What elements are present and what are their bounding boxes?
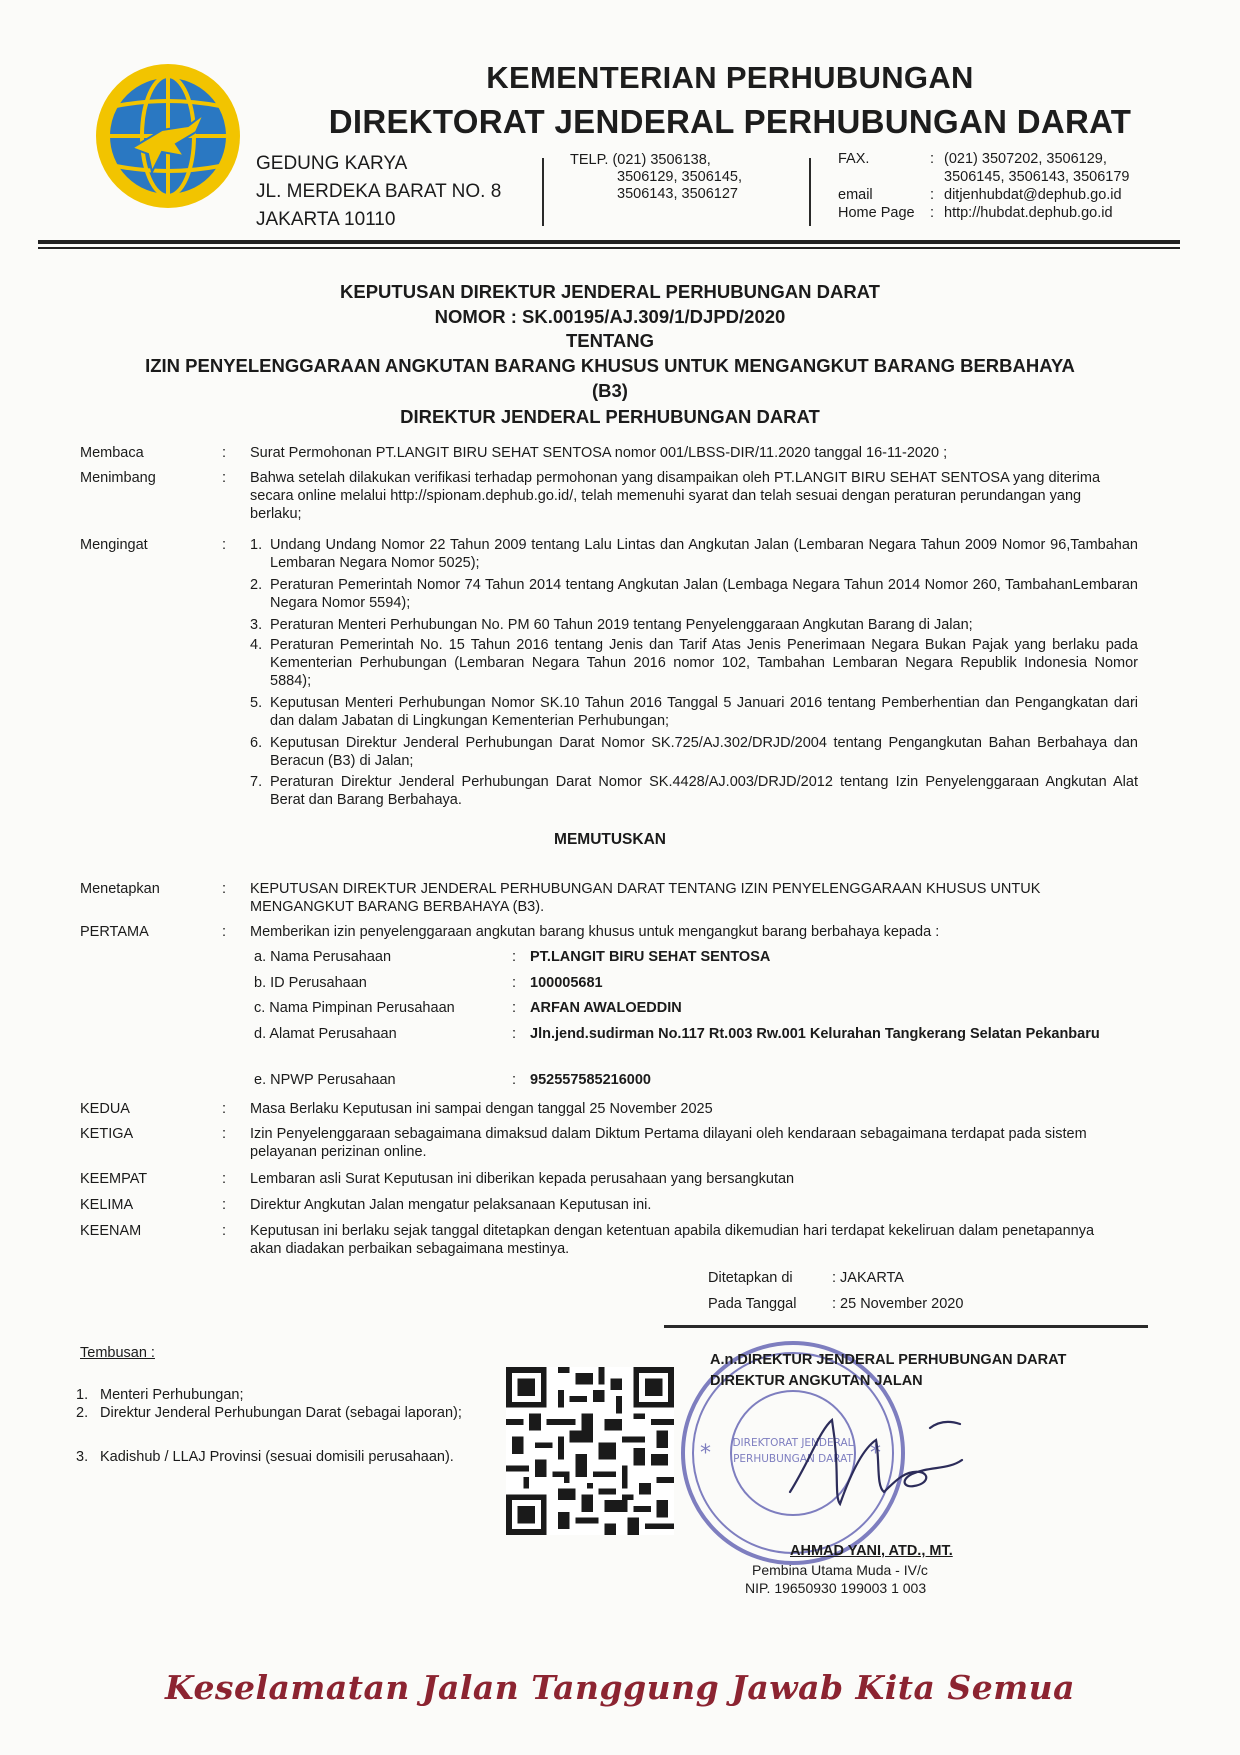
- colon: :: [930, 151, 935, 167]
- signatory-nip: NIP. 19650930 199003 1 003: [745, 1580, 927, 1596]
- tembusan-number: 3.: [76, 1449, 89, 1465]
- motto: Keselamatan Jalan Tanggung Jawab Kita Semua: [164, 1668, 1076, 1707]
- svg-text:*: *: [870, 1441, 881, 1466]
- signatory-title: A.n.DIREKTUR JENDERAL PERHUBUNGAN DARAT: [710, 1352, 1067, 1368]
- company-leader-value: ARFAN AWALOEDDIN: [530, 1000, 682, 1016]
- letterhead-rule-thin: [38, 247, 1180, 249]
- company-npwp-label: e. NPWP Perusahaan: [254, 1072, 396, 1088]
- colon: :: [222, 1171, 227, 1187]
- mengingat-label: Mengingat: [80, 537, 148, 553]
- decree-issuer: DIREKTUR JENDERAL PERHUBUNGAN DARAT: [400, 406, 820, 427]
- colon: :: [512, 949, 517, 965]
- colon: :: [222, 537, 227, 553]
- decree-about: TENTANG: [565, 330, 655, 351]
- mengingat-item-number: 3.: [250, 617, 263, 633]
- fax-label: FAX.: [838, 151, 870, 167]
- colon: :: [930, 187, 935, 203]
- telephone-block: [570, 152, 742, 203]
- address-block: [256, 150, 501, 234]
- address-line: GEDUNG KARYA: [256, 153, 408, 174]
- kedua-text: Masa Berlaku Keputusan ini sampai dengan tanggal 25 November 2025: [250, 1101, 713, 1117]
- date-label: Pada Tanggal: [708, 1296, 797, 1312]
- mengingat-item-text: Peraturan Direktur Jenderal Perhubungan Darat Nomor SK.4428/AJ.003/DRJD/2012 tentang Izin Penyelenggaraan Angkutan Alat Berat dan Barang Berbahaya.: [270, 774, 1138, 808]
- menimbang-label: Menimbang: [80, 470, 156, 486]
- memutuskan-heading: MEMUTUSKAN: [554, 831, 666, 848]
- mengingat-item-number: 2.: [250, 577, 263, 593]
- ketiga-label: KETIGA: [80, 1126, 134, 1142]
- address-line: JL. MERDEKA BARAT NO. 8: [256, 181, 502, 202]
- handwritten-signature-icon: [780, 1400, 970, 1520]
- company-address-value: Jln.jend.sudirman No.117 Rt.003 Rw.001 Kelurahan Tangkerang Selatan Pekanbaru: [530, 1026, 1100, 1042]
- colon: :: [222, 470, 227, 486]
- tembusan-number: 2.: [76, 1405, 89, 1421]
- directorate-name: DIREKTORAT JENDERAL PERHUBUNGAN DARAT: [328, 103, 1132, 140]
- pertama-text: Memberikan izin penyelenggaraan angkutan barang khusus untuk mengangkut barang berbahaya kepada :: [250, 924, 940, 940]
- menetapkan-text: KEPUTUSAN DIREKTUR JENDERAL PERHUBUNGAN DARAT TENTANG IZIN PENYELENGGARAAN KHUSUS UNTUK MENGANGKUT BARANG BERBAHAYA (B3).: [250, 881, 1041, 915]
- kelima-label: KELIMA: [80, 1197, 134, 1213]
- colon: :: [512, 1026, 517, 1042]
- place-label: Ditetapkan di: [708, 1270, 793, 1286]
- date-value: : 25 November 2020: [832, 1296, 964, 1312]
- telephone-line: 3506143, 3506127: [617, 186, 738, 202]
- tembusan-item: Kadishub / LLAJ Provinsi (sesuai domisili perusahaan).: [100, 1449, 454, 1465]
- colon: :: [222, 1126, 227, 1142]
- mengingat-item-number: 5.: [250, 695, 263, 711]
- membaca-label: Membaca: [80, 445, 144, 461]
- tembusan-item: Menteri Perhubungan;: [100, 1387, 244, 1403]
- svg-text:*: *: [700, 1441, 711, 1466]
- homepage-label: Home Page: [838, 205, 915, 221]
- place-value: : JAKARTA: [832, 1270, 904, 1286]
- mengingat-item-text: Peraturan Pemerintah Nomor 74 Tahun 2014 tentang Angkutan Jalan (Lembaga Negara Tahun 2014 Nomor 260, TambahanLembaran Negara Nomor 5594);: [270, 577, 1138, 611]
- keenam-text: Keputusan ini berlaku sejak tanggal ditetapkan dengan ketentuan apabila dikemudian hari terdapat kekeliruan dalam penetapannya akan diadakan perbaikan sebagaimana mestinya.: [250, 1223, 1095, 1257]
- tembusan-item: Direktur Jenderal Perhubungan Darat (sebagai laporan);: [100, 1405, 462, 1421]
- mengingat-item-number: 1.: [250, 537, 263, 553]
- stamp-text: PERHUBUNGAN DARAT: [733, 1453, 853, 1465]
- company-address-label: d. Alamat Perusahaan: [254, 1026, 397, 1042]
- fax-value: (021) 3507202, 3506129,: [944, 151, 1107, 167]
- mengingat-item-text: Keputusan Direktur Jenderal Perhubungan Darat Nomor SK.725/AJ.302/DRJD/2004 tentang Pengangkutan Bahan Berbahaya dan Beracun (B3) di Jalan;: [270, 735, 1138, 769]
- letterhead-rule: [38, 240, 1180, 244]
- colon: :: [222, 1101, 227, 1117]
- signatory-rank: Pembina Utama Muda - IV/c: [752, 1562, 928, 1578]
- mengingat-item-number: 6.: [250, 735, 263, 751]
- colon: :: [512, 1000, 517, 1016]
- ministry-logo-icon: [92, 52, 244, 220]
- company-id-label: b. ID Perusahaan: [254, 975, 367, 991]
- email-value: ditjenhubdat@dephub.go.id: [944, 187, 1122, 203]
- fax-value-cont: 3506145, 3506143, 3506179: [944, 169, 1130, 185]
- ministry-name: KEMENTERIAN PERHUBUNGAN: [486, 60, 974, 95]
- keempat-text: Lembaran asli Surat Keputusan ini diberikan kepada perusahaan yang bersangkutan: [250, 1171, 795, 1187]
- decree-title: KEPUTUSAN DIREKTUR JENDERAL PERHUBUNGAN DARAT: [340, 281, 880, 302]
- colon: :: [222, 1223, 227, 1239]
- membaca-text: Surat Permohonan PT.LANGIT BIRU SEHAT SENTOSA nomor 001/LBSS-DIR/11.2020 tanggal 16-11-2020 ;: [250, 445, 948, 461]
- menetapkan-label: Menetapkan: [80, 881, 160, 897]
- decree-subject: IZIN PENYELENGGARAAN ANGKUTAN BARANG KHUSUS UNTUK MENGANGKUT BARANG BERBAHAYA: [145, 355, 1075, 376]
- divider: [542, 158, 544, 226]
- mengingat-item-text: Keputusan Menteri Perhubungan Nomor SK.10 Tahun 2016 Tanggal 5 Januari 2016 tentang Pemberhentian dan Pengangkatan dari dan dalam Jabatan di Lingkungan Kementerian Perhubungan;: [270, 695, 1138, 729]
- stamp-text: DIREKTORAT JENDERAL: [732, 1437, 854, 1449]
- decree-number: NOMOR : SK.00195/AJ.309/1/DJPD/2020: [434, 306, 786, 327]
- divider: [809, 158, 811, 226]
- signature-rule: [664, 1325, 1148, 1328]
- telephone-line: 3506129, 3506145,: [617, 169, 742, 185]
- decree-subject-cont: (B3): [592, 380, 628, 401]
- pertama-label: PERTAMA: [80, 924, 149, 940]
- colon: :: [222, 924, 227, 940]
- telephone-label: TELP. (021) 3506138,: [570, 152, 711, 168]
- colon: :: [930, 205, 935, 221]
- address-line: JAKARTA 10110: [256, 209, 396, 230]
- mengingat-item-number: 4.: [250, 637, 263, 653]
- tembusan-number: 1.: [76, 1387, 89, 1403]
- mengingat-item-text: Peraturan Menteri Perhubungan No. PM 60 Tahun 2019 tentang Penyelenggaraan Angkutan Barang di Jalan;: [270, 617, 973, 633]
- colon: :: [222, 881, 227, 897]
- company-npwp-value: 952557585216000: [530, 1072, 651, 1088]
- homepage-value: http://hubdat.dephub.go.id: [944, 205, 1113, 221]
- colon: :: [222, 445, 227, 461]
- contact-table: [838, 150, 1129, 222]
- colon: :: [222, 1197, 227, 1213]
- signatory-position: DIREKTUR ANGKUTAN JALAN: [710, 1373, 923, 1389]
- ketiga-text: Izin Penyelenggaraan sebagaimana dimaksud dalam Diktum Pertama dilayani oleh kendaraan sebagaimana terdapat pada sistem pelayanan perizinan online.: [250, 1126, 1087, 1160]
- company-leader-label: c. Nama Pimpinan Perusahaan: [254, 1000, 455, 1016]
- kedua-label: KEDUA: [80, 1101, 130, 1117]
- signatory-name: AHMAD YANI, ATD., MT.: [790, 1543, 953, 1559]
- email-label: email: [838, 187, 873, 203]
- colon: :: [512, 975, 517, 991]
- tembusan-title: Tembusan :: [80, 1345, 155, 1361]
- menimbang-text: Bahwa setelah dilakukan verifikasi terhadap permohonan yang disampaikan oleh PT.LANGIT BIRU SEHAT SENTOSA yang diterima secara online melalui http://spionam.dephub.go.id/, telah memenuhi syarat dan telah sesuai dengan peraturan perundangan yang berlaku;: [250, 470, 1101, 522]
- colon: :: [512, 1072, 517, 1088]
- company-id-value: 100005681: [530, 975, 603, 991]
- mengingat-item-text: Peraturan Pemerintah No. 15 Tahun 2016 tentang Jenis dan Tarif Atas Jenis Penerimaan Negara Bukan Pajak yang berlaku pada Kementerian Perhubungan (Lembaran Negara Tahun 2016 nomor 102, Tambahan Lembaran Negara Republik Indonesia Nomor 5884);: [270, 637, 1138, 689]
- keenam-label: KEENAM: [80, 1223, 142, 1239]
- company-name-value: PT.LANGIT BIRU SEHAT SENTOSA: [530, 949, 771, 965]
- company-name-label: a. Nama Perusahaan: [254, 949, 392, 965]
- qr-code-icon: [506, 1367, 674, 1535]
- keempat-label: KEEMPAT: [80, 1171, 148, 1187]
- kelima-text: Direktur Angkutan Jalan mengatur pelaksanaan Keputusan ini.: [250, 1197, 652, 1213]
- mengingat-item-number: 7.: [250, 774, 263, 790]
- mengingat-item-text: Undang Undang Nomor 22 Tahun 2009 tentang Lalu Lintas dan Angkutan Jalan (Lembaran Negara Tahun 2009 Nomor 96,Tambahan Lembaran Negara Nomor 5025);: [270, 537, 1138, 571]
